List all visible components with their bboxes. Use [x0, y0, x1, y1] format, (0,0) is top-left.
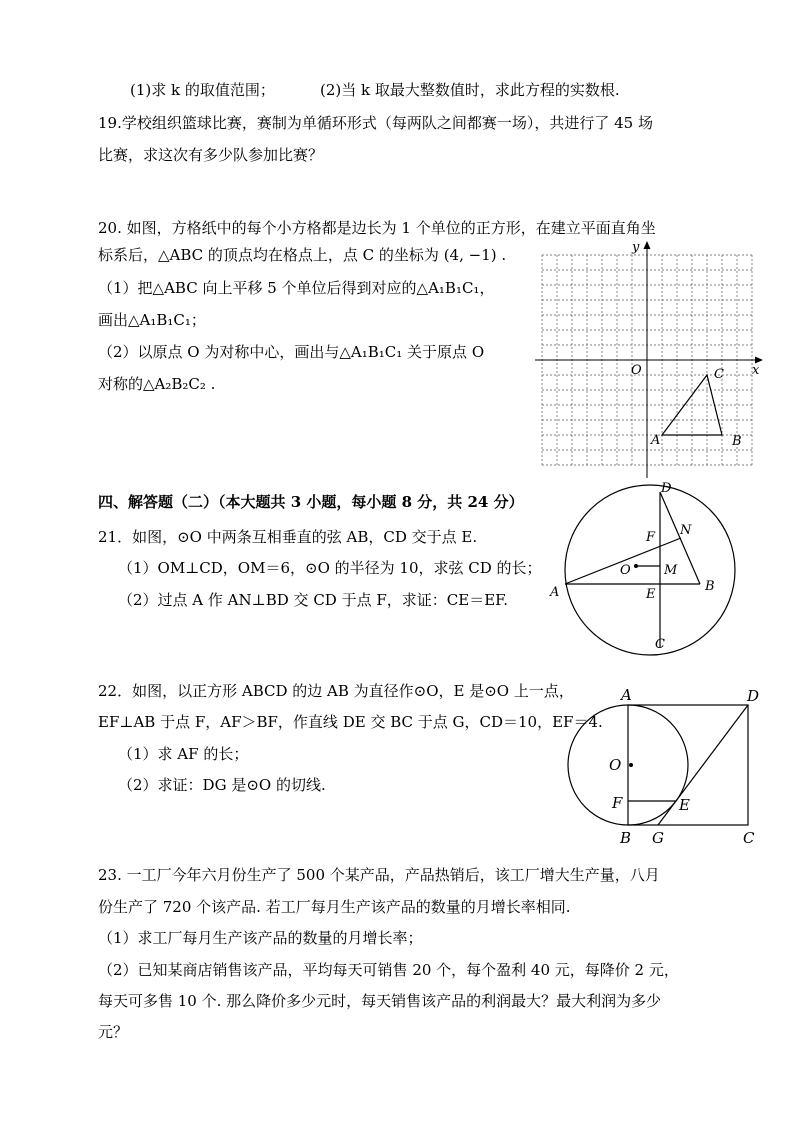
q18-part1: (1)求 k 的取值范围；: [130, 81, 275, 99]
q20-grid-figure: [535, 238, 765, 480]
point-c-label: C: [714, 367, 724, 382]
label-b: B: [705, 579, 715, 594]
y-axis-arrow: [644, 241, 651, 249]
center-o-dot: [629, 763, 633, 767]
q23-line2: 份生产了 720 个该产品. 若工厂每月生产该产品的数量的月增长率相同.: [98, 898, 571, 916]
q21-line1: 21．如图，⊙O 中两条互相垂直的弦 AB，CD 交于点 E.: [98, 528, 478, 546]
label-b: B: [620, 829, 632, 847]
label-o: O: [620, 563, 631, 578]
circle-o: [565, 485, 735, 655]
label-d: D: [747, 687, 760, 705]
q20-line1: 20. 如图，方格纸中的每个小方格都是边长为 1 个单位的正方形，在建立平面直角坐: [98, 219, 656, 237]
section4-title: 四、解答题（二）（本大题共 3 小题，每小题 8 分，共 24 分）: [98, 493, 524, 511]
q20-sub1a: （1）把△ABC 向上平移 5 个单位后得到对应的△A₁B₁C₁，: [98, 279, 495, 297]
q22-square-figure: [565, 680, 765, 850]
y-axis-label: y: [632, 240, 640, 255]
label-a: A: [621, 686, 632, 704]
label-c: C: [743, 829, 755, 847]
q23-sub2a: （2）已知某商店销售该产品，平均每天可销售 20 个，每个盈利 40 元，每降价 2 元，: [98, 961, 679, 979]
q19-line1: 19.学校组织篮球比赛，赛制为单循环形式（每两队之间都赛一场），共进行了 45 场: [98, 114, 653, 132]
label-c: C: [655, 637, 665, 652]
label-g: G: [652, 829, 664, 847]
label-f: F: [612, 794, 623, 812]
label-e: E: [679, 796, 690, 814]
q20-sub2b: 对称的△A₂B₂C₂ .: [98, 375, 216, 393]
q22-line1: 22．如图，以正方形 ABCD 的边 AB 为直径作⊙O，E 是⊙O 上一点，: [98, 682, 574, 700]
q20-sub2a: （2）以原点 O 为对称中心，画出与△A₁B₁C₁ 关于原点 O: [98, 343, 485, 361]
center-o-dot: [634, 564, 638, 568]
label-a: A: [550, 585, 560, 600]
x-axis-label: x: [752, 363, 760, 378]
q23-sub2b: 每天可多售 10 个. 那么降价多少元时，每天销售该产品的利润最大？最大利润为多少: [98, 992, 662, 1010]
q21-sub1: （1）OM⊥CD，OM＝6，⊙O 的半径为 10，求弦 CD 的长；: [118, 559, 542, 577]
label-d: D: [661, 481, 672, 496]
point-a-label: A: [651, 433, 661, 448]
origin-label: O: [631, 363, 642, 378]
point-b-label: B: [732, 434, 742, 449]
q23-sub2c: 元？: [98, 1023, 129, 1041]
q21-sub2: （2）过点 A 作 AN⊥BD 交 CD 于点 F，求证：CE＝EF.: [118, 591, 508, 609]
q22-line2: EF⊥AB 于点 F，AF＞BF，作直线 DE 交 BC 于点 G，CD＝10，EF＝4.: [98, 713, 603, 731]
q21-circle-figure: [540, 478, 740, 656]
q23-sub1: （1）求工厂每月生产该产品的数量的月增长率；: [98, 929, 423, 947]
q23-line1: 23. 一工厂今年六月份生产了 500 个某产品，产品热销后，该工厂增大生产量，八月: [98, 866, 660, 884]
label-o: O: [609, 756, 622, 774]
label-n: N: [680, 523, 692, 538]
q20-sub1b: 画出△A₁B₁C₁；: [98, 311, 206, 329]
q22-sub1: （1）求 AF 的长；: [118, 745, 249, 763]
q20-line2: 标系后，△ABC 的顶点均在格点上，点 C 的坐标为 (4, −1) .: [98, 246, 507, 264]
label-f: F: [646, 530, 656, 545]
q19-line2: 比赛，求这次有多少队参加比赛？: [98, 146, 324, 164]
q18-part2: (2)当 k 取最大整数值时，求此方程的实数根.: [320, 81, 620, 99]
q22-sub2: （2）求证：DG 是⊙O 的切线.: [118, 776, 326, 794]
label-m: M: [664, 563, 678, 578]
label-e: E: [646, 587, 656, 602]
